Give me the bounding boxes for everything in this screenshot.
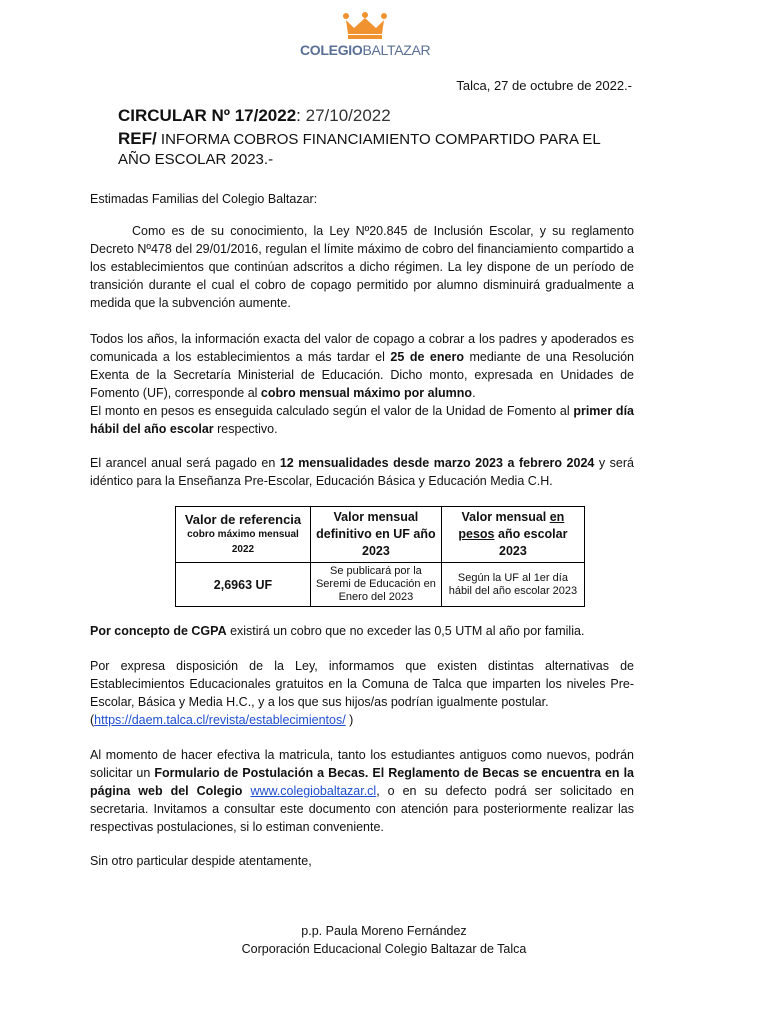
logo-wordmark: COLEGIOBALTAZAR — [300, 42, 431, 58]
circular-heading: CIRCULAR Nº 17/2022: 27/10/2022 — [118, 106, 391, 125]
school-logo — [300, 12, 430, 60]
crown-icon — [342, 12, 388, 40]
reference-line: REF/ INFORMA COBROS FINANCIAMIENTO COMPARTIDO PARA EL AÑO ESCOLAR 2023.- — [118, 129, 601, 168]
fees-table — [175, 506, 585, 607]
table-header-uf: Valor mensual definitivo en UF año 2023 — [310, 507, 441, 563]
table-cell-uf-value: Se publicará por la Seremi de Educación en Enero del 2023 — [310, 563, 441, 607]
paragraph-arancel: El arancel anual será pagado en 12 mensualidades desde marzo 2023 a febrero 2024 y será idéntico para la Enseñanza Pre-Escolar, Educación Básica y Educación Media C.H. — [90, 456, 634, 488]
paragraph-becas: Al momento de hacer efectiva la matricula, tanto los estudiantes antiguos como nuevos, podrán solicitar un Formulario de Postulación a Becas. El Reglamento de Becas se encuentra en la página web del Colegio www.colegiobaltazar.cl, o en su defecto podrá ser solicitado en secretaria. Invitamos a consultar este documento con atención para posteriormente realizar las respectivas postulaciones, si lo estiman conveniente. — [90, 748, 634, 834]
table-cell-reference-value: 2,6963 UF — [176, 563, 311, 607]
date-line: Talca, 27 de octubre de 2022.- — [456, 78, 632, 93]
table-header-pesos: Valor mensual en pesos año escolar 2023 — [441, 507, 584, 563]
closing-line: Sin otro particular despide atentamente, — [90, 854, 312, 868]
greeting: Estimadas Familias del Colegio Baltazar: — [90, 192, 318, 206]
signature-organization: Corporación Educacional Colegio Baltazar de Talca — [241, 942, 527, 956]
paragraph-alternatives: Por expresa disposición de la Ley, informamos que existen distintas alternativas de Establecimientos Educacionales gratuitos en la Comuna de Talca que imparten los niveles Pre-Escolar, Básica y Media H.C., y a los que sus hijos/as podrían igualmente postular. (https://daem.talca.cl/revista/establecimientos/ ) — [90, 659, 634, 727]
paragraph-cgpa: Por concepto de CGPA existirá un cobro que no exceder las 0,5 UTM al año por familia. — [90, 624, 585, 638]
signature-name: p.p. Paula Moreno Fernández — [301, 924, 467, 938]
table-header-reference: Valor de referencia cobro máximo mensual 2022 — [176, 507, 311, 563]
paragraph-copago: Todos los años, la información exacta del valor de copago a cobrar a los padres y apoderados es comunicada a los establecimientos a más tardar el 25 de enero mediante de una Resolución Exenta de la Secretaría Ministerial de Educación. Dicho monto, expresada en Unidades de Fomento (UF), corresponde al cobro mensual máximo por alumno. El monto en pesos es enseguida calculado según el valor de la Unidad de Fomento al primer día hábil del año escolar respectivo. — [90, 332, 635, 436]
paragraph-intro: Como es de su conocimiento, la Ley Nº20.845 de Inclusión Escolar, y su reglamento Decreto Nº478 del 29/01/2016, regulan el límite máximo de cobro del financiamiento compartido a los establecimientos que continúan adscritos a dicho régimen. La ley dispone de un período de transición durante el cual el cobro de copago permitido por alumno disminuirá gradualmente a medida que la subvención aumente. — [90, 224, 634, 310]
school-website-link[interactable]: www.colegiobaltazar.cl — [250, 784, 377, 798]
daem-link[interactable]: https://daem.talca.cl/revista/establecimientos/ — [94, 713, 346, 727]
table-cell-pesos-value: Según la UF al 1er día hábil del año escolar 2023 — [441, 563, 584, 607]
